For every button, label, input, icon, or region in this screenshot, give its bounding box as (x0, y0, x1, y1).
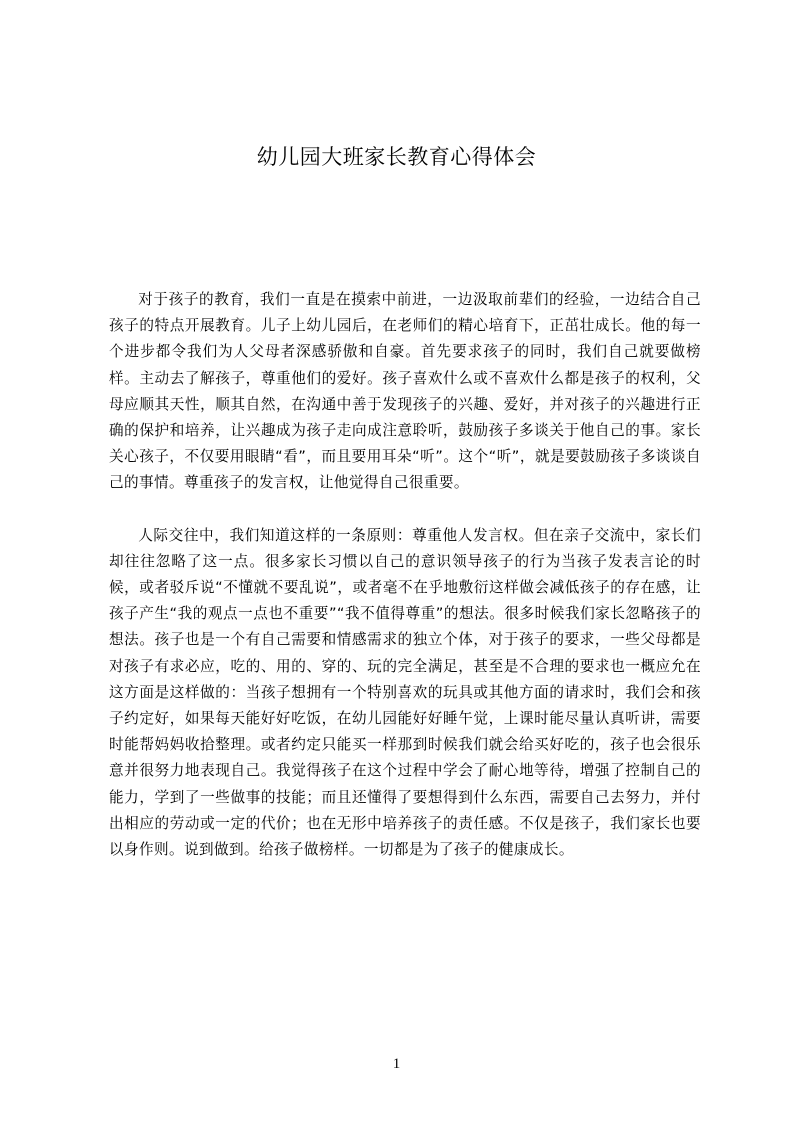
paragraph-1: 对于孩子的教育，我们一直是在摸索中前进，一边汲取前辈们的经验，一边结合自己孩子的特点开展教育。儿子上幼儿园后，在老师们的精心培育下，正茁壮成长。他的每一个进步都令我们为人父母者深感骄傲和自豪。首先要求孩子的同时，我们自己就要做榜样。主动去了解孩子，尊重他们的爱好。孩子喜欢什么或不喜欢什么都是孩子的权利，父母应顺其天性，顺其自然，在沟通中善于发现孩子的兴趣、爱好，并对孩子的兴趣进行正确的保护和培养，让兴趣成为孩子走向成注意聆听，鼓励孩子多谈关于他自己的事。家长关心孩子，不仅要用眼睛“看”，而且要用耳朵“听”。这个“听”，就是要鼓励孩子多谈谈自己的事情。尊重孩子的发言权，让他觉得自己很重要。 (109, 291, 701, 492)
document-body (109, 287, 701, 863)
page-number: 1 (392, 1056, 401, 1072)
document-title: 幼儿园大班家长教育心得体会 (256, 145, 537, 169)
paragraph-2: 人际交往中，我们知道这样的一条原则：尊重他人发言权。但在亲子交流中，家长们却往往忽略了这一点。很多家长习惯以自己的意识领导孩子的行为当孩子发表言论的时候，或者驳斥说“不懂就不要乱说”，或者毫不在乎地敷衍这样做会减低孩子的存在感，让孩子产生“我的观点一点也不重要”“我不值得尊重”的想法。很多时候我们家长忽略孩子的想法。孩子也是一个有自己需要和情感需求的独立个体，对于孩子的要求，一些父母都是对孩子有求必应，吃的、用的、穿的、玩的完全满足，甚至是不合理的要求也一概应允在这方面是这样做的：当孩子想拥有一个特别喜欢的玩具或其他方面的请求时，我们会和孩子约定好，如果每天能好好吃饭，在幼儿园能好好睡午觉，上课时能尽量认真听讲，需要时能帮妈妈收拾整理。或者约定只能买一样那到时候我们就会给买好吃的，孩子也会很乐意并很努力地表现自己。我觉得孩子在这个过程中学会了耐心地等待，增强了控制自己的能力，学到了一些做事的技能；而且还懂得了要想得到什么东西，需要自己去努力，并付出相应的劳动或一定的代价；也在无形中培养孩子的责任感。不仅是孩子，我们家长也要以身作则。说到做到。给孩子做榜样。一切都是为了孩子的健康成长。 (109, 526, 701, 859)
